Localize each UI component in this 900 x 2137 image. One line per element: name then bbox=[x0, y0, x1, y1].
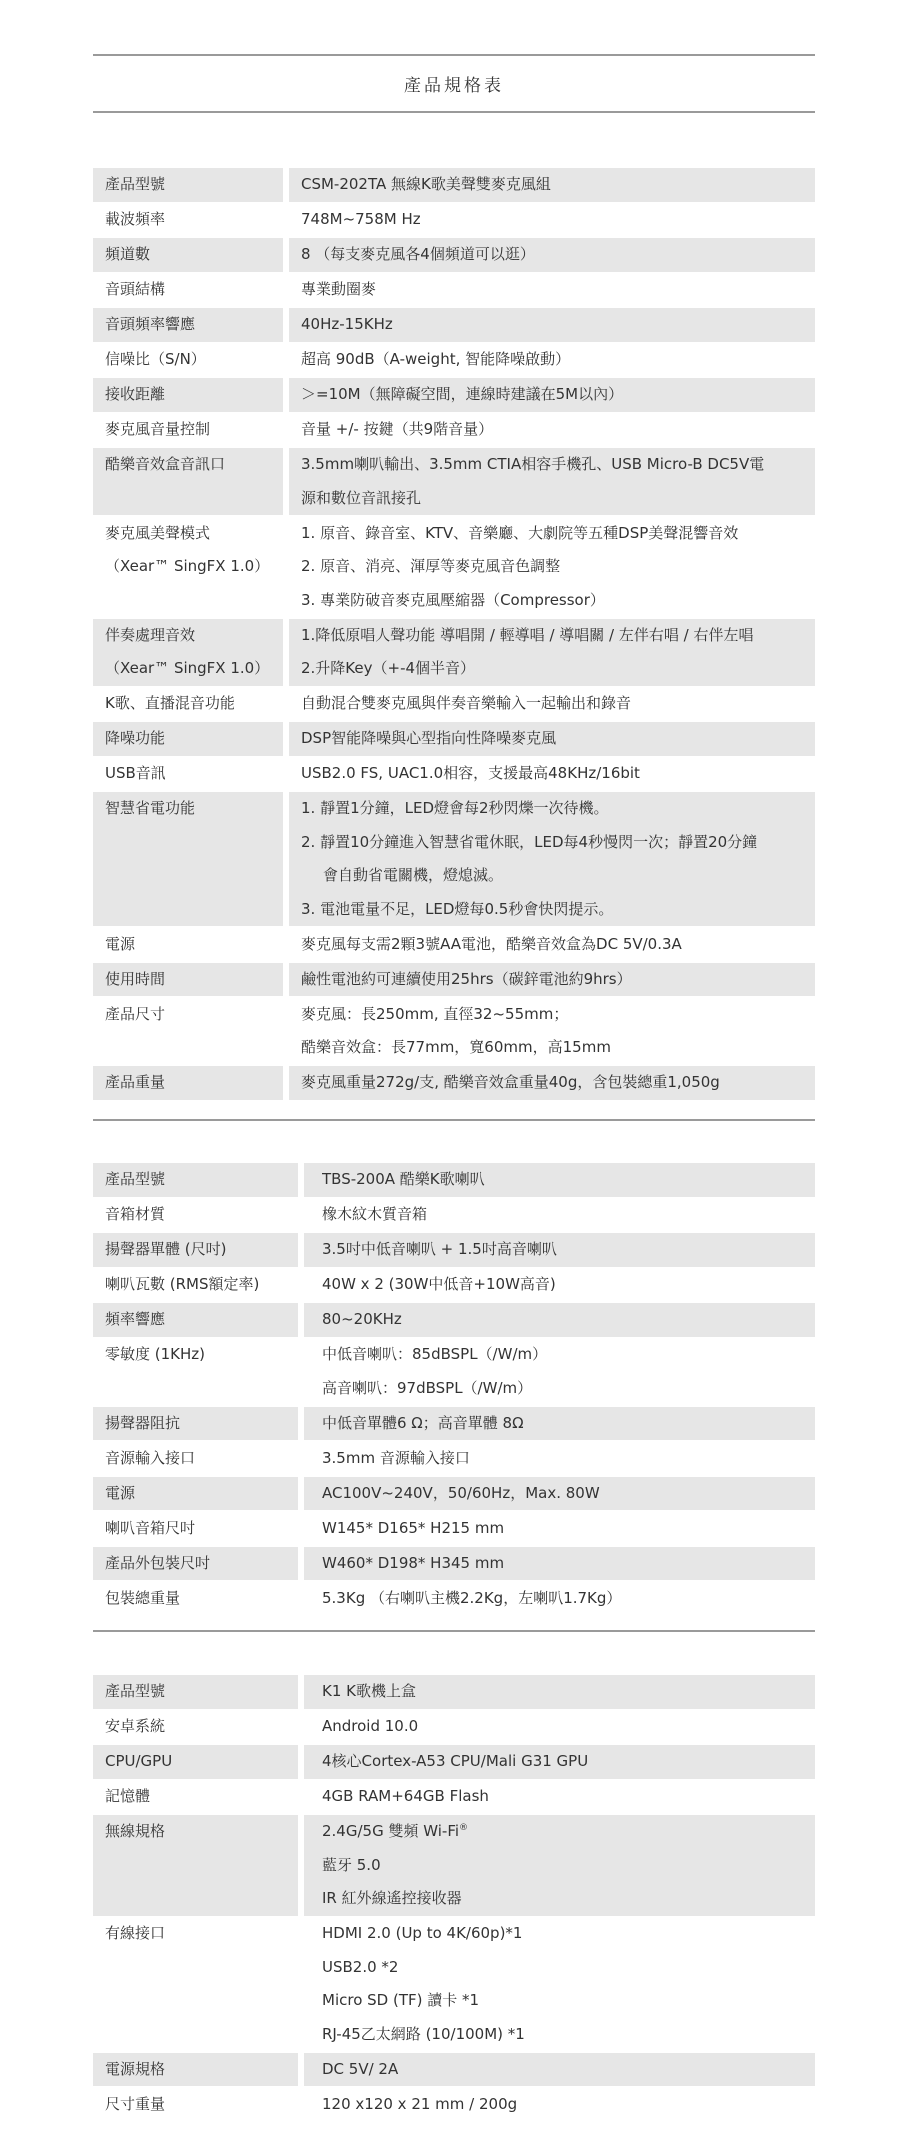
spec-row bbox=[93, 1815, 815, 1916]
spec-value-text: 3. 專業防破音麥克風壓縮器（Compressor） bbox=[301, 590, 605, 609]
spec-label-line: 電源 bbox=[105, 934, 136, 953]
spec-label bbox=[93, 963, 283, 997]
spec-row bbox=[93, 1477, 815, 1511]
spec-label bbox=[93, 1338, 298, 1405]
spec-value bbox=[289, 792, 815, 926]
spec-row bbox=[93, 792, 815, 926]
spec-value bbox=[289, 619, 815, 686]
spec-value bbox=[289, 998, 815, 1065]
spec-label bbox=[93, 448, 283, 515]
title-bottom-rule bbox=[93, 111, 815, 113]
spec-label-line: 頻率響應 bbox=[105, 1310, 166, 1328]
spec-label bbox=[93, 1780, 298, 1814]
spec-label bbox=[93, 378, 283, 412]
spec-label bbox=[93, 722, 283, 756]
spec-value-line bbox=[322, 1675, 815, 1709]
spec-row bbox=[93, 378, 815, 412]
spec-row bbox=[93, 1582, 815, 1616]
spec-value-text: K1 K歌機上盒 bbox=[322, 1682, 416, 1700]
spec-value-text: ＞=10M（無障礙空間，連線時建議在5M以內） bbox=[301, 385, 624, 403]
spec-value-line bbox=[322, 1163, 815, 1197]
spec-value-text: IR 紅外線遙控接收器 bbox=[322, 1889, 462, 1907]
spec-value bbox=[289, 343, 815, 377]
spec-value-line bbox=[322, 2088, 815, 2122]
spec-row bbox=[93, 1512, 815, 1546]
spec-value-line bbox=[301, 963, 815, 997]
spec-value-text: Android 10.0 bbox=[322, 1717, 419, 1735]
spec-label-line: 音箱材質 bbox=[105, 1205, 166, 1223]
spec-value-text: 麥克風重量272g/支, 酷樂音效盒重量40g，含包裝總重1,050g bbox=[301, 1073, 720, 1091]
spec-value-line bbox=[301, 652, 815, 686]
spec-label bbox=[93, 273, 283, 307]
spec-row bbox=[93, 1303, 815, 1337]
spec-value-line bbox=[301, 687, 815, 721]
spec-row bbox=[93, 2053, 815, 2087]
spec-value-line bbox=[322, 1815, 815, 1849]
spec-value-line bbox=[322, 1198, 815, 1232]
spec-value-text: 3.5吋中低音喇叭 + 1.5吋高音喇叭 bbox=[322, 1240, 557, 1258]
spec-value-text: 中低音喇叭：85dBSPL（/W/m） bbox=[322, 1345, 548, 1363]
spec-value-text: 1.降低原唱人聲功能 導唱開 / 輕導唱 / 導唱關 / 左伴右唱 / 右伴左唱 bbox=[301, 625, 754, 644]
spec-value-text: 中低音單體6 Ω；高音單體 8Ω bbox=[322, 1413, 524, 1432]
spec-label bbox=[93, 308, 283, 342]
spec-value-text: 超高 90dB（A-weight, 智能降噪啟動） bbox=[301, 350, 571, 368]
spec-value-text: 40Hz-15KHz bbox=[301, 315, 393, 333]
spec-label bbox=[93, 1917, 298, 2051]
spec-label bbox=[93, 517, 283, 618]
spec-value bbox=[304, 2053, 815, 2087]
spec-label-line: 音源輸入接口 bbox=[105, 1448, 196, 1467]
spec-value-text: 1. 原音、錄音室、KTV、音樂廳、大劇院等五種DSP美聲混響音效 bbox=[301, 523, 739, 542]
spec-value-text: 會自動省電關機，燈熄滅。 bbox=[323, 866, 504, 884]
spec-value-text: TBS-200A 酷樂K歌喇叭 bbox=[322, 1170, 485, 1188]
spec-value bbox=[304, 1477, 815, 1511]
spec-label bbox=[93, 998, 283, 1065]
spec-value-text: 8 （每支麥克風各4個頻道可以逛） bbox=[301, 245, 535, 263]
spec-value bbox=[304, 1442, 815, 1476]
spec-label bbox=[93, 203, 283, 237]
spec-label-line: 電源規格 bbox=[105, 2059, 166, 2078]
spec-row bbox=[93, 517, 815, 618]
spec-value-text: 麥克風每支需2顆3號AA電池，酷樂音效盒為DC 5V/0.3A bbox=[301, 934, 682, 953]
spec-value-text: HDMI 2.0 (Up to 4K/60p)*1 bbox=[322, 1924, 523, 1942]
spec-value-line bbox=[301, 482, 815, 516]
spec-row bbox=[93, 203, 815, 237]
spec-label-line: 零敏度 (1KHz) bbox=[105, 1345, 206, 1363]
spec-label bbox=[93, 687, 283, 721]
spec-value-line bbox=[301, 722, 815, 756]
spec-label bbox=[93, 413, 283, 447]
spec-row bbox=[93, 273, 815, 307]
spec-value-line bbox=[322, 1780, 815, 1814]
spec-label-line: 有線接口 bbox=[105, 1924, 166, 1942]
spec-value-line bbox=[322, 1512, 815, 1546]
spec-label-line: 無線規格 bbox=[105, 1822, 166, 1840]
spec-label-line: 酷樂音效盒音訊口 bbox=[105, 455, 226, 473]
spec-value-line bbox=[322, 1951, 815, 1985]
spec-value bbox=[304, 1268, 815, 1302]
spec-value bbox=[304, 1675, 815, 1709]
spec-label bbox=[93, 168, 283, 202]
spec-value-text: 2.升降Key（+-4個半音） bbox=[301, 659, 476, 677]
spec-value-line bbox=[322, 1745, 815, 1779]
spec-value bbox=[289, 722, 815, 756]
spec-value-line bbox=[301, 448, 815, 482]
spec-row bbox=[93, 1268, 815, 1302]
spec-label bbox=[93, 2088, 298, 2122]
spec-row bbox=[93, 757, 815, 791]
spec-row bbox=[93, 1407, 815, 1441]
spec-row bbox=[93, 687, 815, 721]
spec-label-line: 記憶體 bbox=[105, 1787, 151, 1805]
spec-value-line bbox=[301, 308, 815, 342]
spec-label-line: 產品型號 bbox=[105, 1170, 166, 1188]
spec-label-line: 麥克風音量控制 bbox=[105, 420, 211, 438]
page-title: 產品規格表 bbox=[404, 76, 504, 96]
spec-value-line bbox=[301, 203, 815, 237]
spec-value bbox=[289, 238, 815, 272]
spec-label-line: 喇叭音箱尺吋 bbox=[105, 1518, 196, 1537]
spec-label bbox=[93, 1745, 298, 1779]
spec-value bbox=[289, 687, 815, 721]
spec-value bbox=[289, 168, 815, 202]
spec-table-karaoke-box bbox=[93, 1675, 815, 2123]
spec-label bbox=[93, 1303, 298, 1337]
spec-label-line: 頻道數 bbox=[105, 245, 151, 263]
spec-label-line: 智慧省電功能 bbox=[105, 799, 196, 817]
spec-row bbox=[93, 1338, 815, 1405]
spec-value-line bbox=[322, 1917, 815, 1951]
spec-label-line: 使用時間 bbox=[105, 969, 166, 988]
spec-value-text: DC 5V/ 2A bbox=[322, 2059, 399, 2078]
spec-label-line: 揚聲器阻抗 bbox=[105, 1413, 181, 1432]
spec-value-line bbox=[322, 1442, 815, 1476]
spec-value-line bbox=[301, 893, 815, 927]
spec-row bbox=[93, 1163, 815, 1197]
spec-label bbox=[93, 1477, 298, 1511]
spec-label-line: 音頭結構 bbox=[105, 280, 166, 298]
spec-value-line bbox=[322, 1338, 815, 1372]
spec-value-line bbox=[322, 1477, 815, 1511]
spec-value-line bbox=[322, 1984, 815, 2018]
spec-value-text: USB2.0 FS, UAC1.0相容，支援最高48KHz/16bit bbox=[301, 764, 640, 782]
spec-value bbox=[304, 1233, 815, 1267]
spec-value-text: USB2.0 *2 bbox=[322, 1957, 399, 1976]
spec-value-line bbox=[301, 343, 815, 377]
spec-row bbox=[93, 1745, 815, 1779]
spec-value-text: RJ-45乙太網路 (10/100M) *1 bbox=[322, 2024, 525, 2043]
spec-value-text: 120 x120 x 21 mm / 200g bbox=[322, 2094, 518, 2113]
spec-value bbox=[304, 1338, 815, 1405]
spec-label-line: 降噪功能 bbox=[105, 729, 166, 747]
spec-label-line: 伴奏處理音效 bbox=[105, 625, 196, 644]
spec-value-line bbox=[301, 584, 815, 618]
spec-label-line: 電源 bbox=[105, 1483, 136, 1502]
spec-value-text: 2. 原音、消亮、渾厚等麥克風音色調整 bbox=[301, 557, 561, 575]
spec-value bbox=[289, 273, 815, 307]
spec-label bbox=[93, 343, 283, 377]
spec-value bbox=[289, 378, 815, 412]
spec-label-line: K歌、直播混音功能 bbox=[105, 694, 235, 712]
spec-value-text: 748M~758M Hz bbox=[301, 210, 421, 228]
spec-value bbox=[304, 1582, 815, 1616]
spec-row bbox=[93, 308, 815, 342]
spec-value-line bbox=[301, 413, 815, 447]
spec-value-line bbox=[322, 2053, 815, 2087]
spec-label-line: 產品重量 bbox=[105, 1073, 166, 1091]
spec-value-line bbox=[301, 826, 815, 860]
section-divider-1 bbox=[93, 1119, 815, 1121]
spec-value bbox=[289, 448, 815, 515]
spec-value-text: CSM-202TA 無線K歌美聲雙麥克風組 bbox=[301, 175, 551, 193]
spec-value-text: 麥克風：長250mm, 直徑32~55mm； bbox=[301, 1004, 569, 1023]
spec-value bbox=[304, 1407, 815, 1441]
spec-row bbox=[93, 1547, 815, 1581]
spec-value bbox=[304, 1547, 815, 1581]
spec-row bbox=[93, 1198, 815, 1232]
spec-value-text: Micro SD (TF) 讀卡 *1 bbox=[322, 1991, 480, 2009]
spec-label bbox=[93, 1066, 283, 1100]
spec-value-line bbox=[301, 619, 815, 653]
spec-value-text: 5.3Kg （右喇叭主機2.2Kg，左喇叭1.7Kg） bbox=[322, 1588, 622, 1607]
spec-row bbox=[93, 343, 815, 377]
spec-value bbox=[304, 1780, 815, 1814]
spec-label bbox=[93, 757, 283, 791]
spec-value-line bbox=[301, 757, 815, 791]
spec-value bbox=[304, 1815, 815, 1916]
spec-label-line: （Xear™ SingFX 1.0） bbox=[105, 557, 270, 575]
spec-value bbox=[289, 963, 815, 997]
spec-value bbox=[304, 1710, 815, 1744]
spec-label-line: （Xear™ SingFX 1.0） bbox=[105, 659, 270, 677]
spec-label-line: 載波頻率 bbox=[105, 210, 166, 228]
spec-label-line: 安卓系統 bbox=[105, 1717, 166, 1735]
spec-value-line bbox=[322, 1547, 815, 1581]
spec-label-line: 包裝總重量 bbox=[105, 1588, 181, 1607]
spec-label-line: 接收距離 bbox=[105, 385, 166, 403]
spec-value bbox=[289, 517, 815, 618]
spec-value bbox=[289, 413, 815, 447]
spec-value-line bbox=[301, 550, 815, 584]
spec-label-line: 尺寸重量 bbox=[105, 2094, 166, 2113]
spec-label bbox=[93, 238, 283, 272]
spec-label bbox=[93, 1710, 298, 1744]
spec-value-text: W460* D198* H345 mm bbox=[322, 1553, 505, 1572]
spec-row bbox=[93, 1442, 815, 1476]
spec-value-text: 專業動圈麥 bbox=[301, 280, 377, 298]
spec-label-line: 產品型號 bbox=[105, 1682, 166, 1700]
spec-value-text: 4GB RAM+64GB Flash bbox=[322, 1787, 489, 1805]
spec-label bbox=[93, 1233, 298, 1267]
spec-value bbox=[304, 2088, 815, 2122]
spec-row bbox=[93, 2088, 815, 2122]
spec-label-line: 產品型號 bbox=[105, 175, 166, 193]
spec-label-line: 喇叭瓦數 (RMS額定率) bbox=[105, 1275, 260, 1293]
spec-value-line bbox=[301, 238, 815, 272]
spec-value-line bbox=[301, 378, 815, 412]
spec-row bbox=[93, 722, 815, 756]
spec-value-line bbox=[322, 1303, 815, 1337]
spec-row bbox=[93, 238, 815, 272]
spec-table-microphone bbox=[93, 168, 815, 1101]
spec-label-line: 音頭頻率響應 bbox=[105, 315, 196, 333]
spec-value-line bbox=[322, 1372, 815, 1406]
spec-value-text: 2. 靜置10分鐘進入智慧省電休眠，LED每4秒慢閃一次；靜置20分鐘 bbox=[301, 832, 758, 851]
spec-value bbox=[304, 1198, 815, 1232]
spec-row bbox=[93, 1675, 815, 1709]
spec-label-line: 麥克風美聲模式 bbox=[105, 523, 211, 542]
spec-value-line bbox=[322, 1407, 815, 1441]
spec-value-text: DSP智能降噪與心型指向性降噪麥克風 bbox=[301, 729, 557, 747]
spec-label bbox=[93, 1582, 298, 1616]
spec-value-text: W145* D165* H215 mm bbox=[322, 1518, 505, 1537]
spec-table-speaker bbox=[93, 1163, 815, 1617]
spec-value bbox=[289, 928, 815, 962]
spec-value-line bbox=[301, 517, 815, 551]
spec-label bbox=[93, 1407, 298, 1441]
spec-row bbox=[93, 619, 815, 686]
spec-row bbox=[93, 998, 815, 1065]
spec-value bbox=[304, 1745, 815, 1779]
spec-value-text: 酷樂音效盒：長77mm，寬60mm，高15mm bbox=[301, 1038, 611, 1056]
spec-label-line: USB音訊 bbox=[105, 764, 166, 782]
spec-value-text: 藍牙 5.0 bbox=[322, 1855, 381, 1874]
spec-row bbox=[93, 1710, 815, 1744]
spec-value-line bbox=[301, 859, 815, 893]
spec-label-line: CPU/GPU bbox=[105, 1752, 173, 1770]
spec-value-line bbox=[301, 1031, 815, 1065]
spec-value-text: 3. 電池電量不足，LED燈每0.5秒會快閃提示。 bbox=[301, 899, 614, 918]
spec-row bbox=[93, 448, 815, 515]
spec-value-line bbox=[301, 273, 815, 307]
spec-value bbox=[304, 1303, 815, 1337]
spec-value-text: 2.4G/5G 雙頻 Wi-Fi bbox=[322, 1822, 460, 1840]
spec-value-text: 3.5mm 音源輸入接口 bbox=[322, 1448, 470, 1467]
spec-label bbox=[93, 1675, 298, 1709]
spec-value-line bbox=[301, 1066, 815, 1100]
spec-value-text: 源和數位音訊接孔 bbox=[301, 488, 422, 507]
spec-value bbox=[289, 203, 815, 237]
spec-value-line bbox=[301, 928, 815, 962]
spec-value-text: 1. 靜置1分鐘，LED燈會每2秒閃爍一次待機。 bbox=[301, 799, 609, 817]
spec-value-text: 80~20KHz bbox=[322, 1310, 402, 1328]
spec-row bbox=[93, 1917, 815, 2051]
spec-value-line bbox=[322, 1882, 815, 1916]
spec-label bbox=[93, 1547, 298, 1581]
spec-value-line bbox=[301, 998, 815, 1032]
spec-row bbox=[93, 963, 815, 997]
spec-label bbox=[93, 2053, 298, 2087]
spec-row bbox=[93, 928, 815, 962]
spec-label bbox=[93, 1815, 298, 1916]
registered-mark: ® bbox=[459, 1823, 469, 1833]
spec-value-line bbox=[301, 168, 815, 202]
spec-value-text: 3.5mm喇叭輸出、3.5mm CTIA相容手機孔、USB Micro-B DC5V電 bbox=[301, 455, 765, 473]
spec-value bbox=[289, 308, 815, 342]
spec-label bbox=[93, 1268, 298, 1302]
spec-label-line: 揚聲器單體 (尺吋) bbox=[105, 1240, 227, 1258]
spec-value bbox=[289, 1066, 815, 1100]
spec-value-text: 4核心Cortex-A53 CPU/Mali G31 GPU bbox=[322, 1752, 589, 1770]
spec-label bbox=[93, 1198, 298, 1232]
spec-label bbox=[93, 1442, 298, 1476]
spec-value bbox=[304, 1917, 815, 2051]
spec-value-line bbox=[322, 1268, 815, 1302]
spec-value-line bbox=[322, 1849, 815, 1883]
spec-value-text: 自動混合雙麥克風與伴奏音樂輸入一起輸出和錄音 bbox=[301, 694, 632, 712]
spec-value bbox=[304, 1512, 815, 1546]
spec-label bbox=[93, 619, 283, 686]
spec-value-text: 40W x 2 (30W中低音+10W高音) bbox=[322, 1275, 556, 1293]
spec-value-line bbox=[322, 1582, 815, 1616]
section-divider-2 bbox=[93, 1630, 815, 1632]
spec-value-text: 音量 +/- 按鍵（共9階音量） bbox=[301, 420, 494, 438]
spec-row bbox=[93, 168, 815, 202]
spec-label-line: 產品尺寸 bbox=[105, 1004, 166, 1023]
spec-label-line: 信噪比（S/N） bbox=[105, 350, 206, 368]
spec-label bbox=[93, 1512, 298, 1546]
spec-value-line bbox=[322, 2018, 815, 2052]
spec-value-line bbox=[322, 1233, 815, 1267]
spec-label-line: 產品外包裝尺吋 bbox=[105, 1553, 211, 1572]
spec-label bbox=[93, 1163, 298, 1197]
spec-value-line bbox=[301, 792, 815, 826]
title-top-rule bbox=[93, 54, 815, 56]
spec-value-text: 橡木紋木質音箱 bbox=[322, 1205, 428, 1223]
spec-row bbox=[93, 1780, 815, 1814]
spec-value bbox=[289, 757, 815, 791]
spec-value bbox=[304, 1163, 815, 1197]
spec-row bbox=[93, 1066, 815, 1100]
spec-label bbox=[93, 928, 283, 962]
spec-value-text: AC100V~240V，50/60Hz，Max. 80W bbox=[322, 1483, 600, 1502]
spec-row bbox=[93, 413, 815, 447]
spec-value-text: 鹼性電池約可連續使用25hrs（碳鋅電池約9hrs） bbox=[301, 969, 632, 988]
spec-label bbox=[93, 792, 283, 926]
spec-value-line bbox=[322, 1710, 815, 1744]
spec-value-text: 高音喇叭：97dBSPL（/W/m） bbox=[322, 1378, 533, 1397]
spec-row bbox=[93, 1233, 815, 1267]
